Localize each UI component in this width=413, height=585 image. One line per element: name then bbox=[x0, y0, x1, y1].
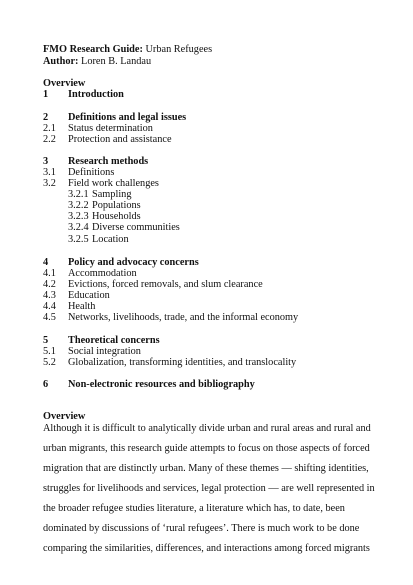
toc-entry-title: Education bbox=[68, 290, 110, 301]
toc-entry-title: Accommodation bbox=[68, 268, 137, 279]
toc-entry-title: Diverse communities bbox=[92, 222, 180, 233]
toc-entry-title: Evictions, forced removals, and slum clearance bbox=[68, 279, 263, 290]
toc-entry-number: 3.1 bbox=[43, 167, 56, 178]
paragraph-line: urban migrants, this research guide attempts to focus on those aspects of forced bbox=[43, 443, 370, 454]
toc-entry-number: 2 bbox=[43, 112, 49, 123]
guide-title: Urban Refugees bbox=[145, 44, 213, 55]
toc-entry-title: Status determination bbox=[68, 123, 153, 134]
toc-entry-number: 6 bbox=[43, 379, 49, 390]
toc-entry-title: Non-electronic resources and bibliography bbox=[68, 379, 255, 390]
toc-entry-title: Definitions bbox=[68, 167, 115, 178]
toc-entry-title: Theoretical concerns bbox=[68, 335, 160, 346]
toc-entry-number: 4.4 bbox=[43, 301, 56, 312]
toc-entry-number: 3 bbox=[43, 156, 49, 167]
toc-entry-number: 3.2.1 bbox=[68, 189, 89, 200]
toc-entry-title: Protection and assistance bbox=[68, 134, 172, 145]
toc-entry-title: Networks, livelihoods, trade, and the informal economy bbox=[68, 312, 299, 323]
overview-heading: Overview bbox=[43, 411, 86, 422]
toc-entry-title: Introduction bbox=[68, 89, 124, 100]
paragraph-line: Although it is difficult to analytically divide urban and rural areas and rural and bbox=[43, 423, 371, 434]
toc-entry-number: 4.5 bbox=[43, 312, 56, 323]
toc-entry-number: 4.3 bbox=[43, 290, 56, 301]
guide-title-line bbox=[43, 44, 212, 56]
toc-entry-title: Globalization, transforming identities, and translocality bbox=[68, 357, 297, 368]
toc-entry-title: Field work challenges bbox=[68, 178, 159, 189]
author-label: Author: bbox=[43, 56, 79, 67]
toc-entry-number: 2.1 bbox=[43, 123, 56, 134]
toc-heading: Overview bbox=[43, 78, 86, 89]
guide-label: FMO Research Guide: bbox=[43, 44, 143, 55]
toc-entry-title: Social integration bbox=[68, 346, 141, 357]
toc-entry-title: Health bbox=[68, 301, 96, 312]
toc-entry-title: Definitions and legal issues bbox=[68, 112, 187, 123]
toc-entry-title: Policy and advocacy concerns bbox=[68, 257, 199, 268]
toc-entry-number: 4 bbox=[43, 257, 49, 268]
author-name: Loren B. Landau bbox=[81, 56, 152, 67]
toc-entry-title: Location bbox=[92, 234, 129, 245]
toc-entry-number: 3.2.2 bbox=[68, 200, 89, 211]
toc-entry-number: 3.2.3 bbox=[68, 211, 89, 222]
toc-entry-title: Research methods bbox=[68, 156, 149, 167]
toc-entry-number: 2.2 bbox=[43, 134, 56, 145]
toc-entry-title: Sampling bbox=[92, 189, 132, 200]
toc-entry-number: 1 bbox=[43, 89, 49, 100]
paragraph-line: dominated by discussions of ‘rural refugees’. There is much work to be done bbox=[43, 523, 360, 534]
paragraph-line: struggles for livelihoods and services, legal protection — are well represented in bbox=[43, 483, 375, 494]
author-line bbox=[43, 56, 151, 68]
toc-entry-number: 3.2.5 bbox=[68, 234, 89, 245]
toc-entry-number: 5 bbox=[43, 335, 49, 346]
toc-entry-title: Households bbox=[92, 211, 141, 222]
toc-entry-number: 3.2 bbox=[43, 178, 56, 189]
paragraph-line: the broader refugee studies literature, a literature which has, to date, been bbox=[43, 503, 345, 514]
paragraph-line: migration that are distinctly urban. Many of these themes — shifting identities, bbox=[43, 463, 369, 474]
toc-entry-number: 5.2 bbox=[43, 357, 56, 368]
toc-entry-number: 4.1 bbox=[43, 268, 56, 279]
toc-entry-number: 4.2 bbox=[43, 279, 56, 290]
paragraph-line: comparing the similarities, differences, and interactions among forced migrants bbox=[43, 543, 370, 554]
toc-entry-title: Populations bbox=[92, 200, 141, 211]
toc-entry-number: 3.2.4 bbox=[68, 222, 89, 233]
toc-entry-number: 5.1 bbox=[43, 346, 56, 357]
